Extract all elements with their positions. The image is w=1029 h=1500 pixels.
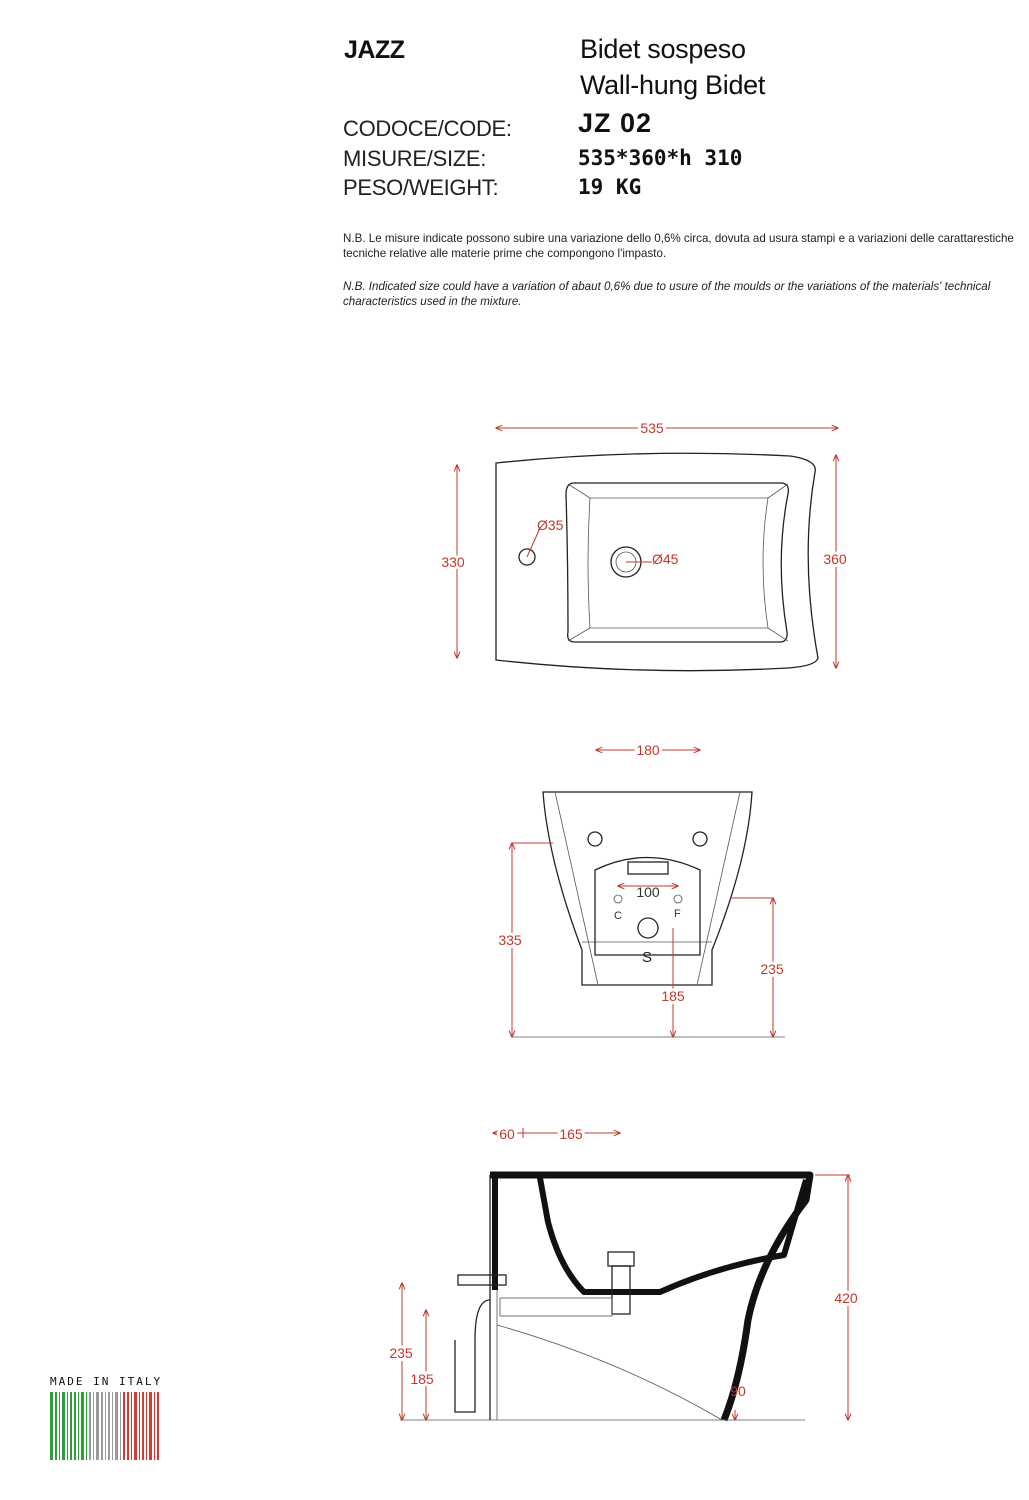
code-value: JZ 02 [578, 108, 653, 138]
weight-value: 19 KG [578, 175, 642, 199]
dim-bottom-offset-label: 90 [730, 1383, 746, 1399]
made-in-italy-label: MADE IN ITALY [50, 1375, 163, 1388]
fixing-hole-right [693, 832, 707, 846]
dim-total-height-label: 420 [834, 1290, 858, 1306]
fixing-hole-left [588, 832, 602, 846]
dim-offset-b-label: 165 [559, 1126, 583, 1142]
barcode-stripe [81, 1392, 84, 1460]
barcode-stripe [149, 1392, 152, 1460]
barcode-stripe [62, 1392, 65, 1460]
barcode-stripe [101, 1392, 103, 1460]
barcode-stripe [123, 1392, 125, 1460]
barcode-stripe [89, 1392, 91, 1460]
barcode-stripe [59, 1392, 60, 1460]
recess-bracket [628, 862, 668, 874]
front-view [498, 742, 785, 1037]
dim-top-width-label: 180 [636, 742, 660, 758]
dim-width-label: 535 [640, 420, 664, 436]
barcode-stripe [74, 1392, 76, 1460]
barcode-stripe [70, 1392, 72, 1460]
hot-inlet [674, 895, 682, 903]
barcode-stripe [55, 1392, 57, 1460]
barcode-stripe [96, 1392, 99, 1460]
barcode-stripe [146, 1392, 147, 1460]
description-english: Wall-hung Bidet [580, 70, 766, 100]
dim-drain-height-side-label: 185 [410, 1371, 434, 1387]
dim-drain-height-label: 185 [661, 988, 685, 1004]
barcode-stripe [86, 1392, 87, 1460]
barcode-stripe [139, 1392, 140, 1460]
dim-height-left-label: 335 [498, 932, 522, 948]
barcode-stripe [127, 1392, 129, 1460]
dim-offset-a-label: 60 [499, 1126, 515, 1142]
barcode-stripe [131, 1392, 132, 1460]
size-value: 535*360*h 310 [578, 146, 743, 170]
external-pipe [455, 1300, 490, 1412]
barcode-stripe [105, 1392, 106, 1460]
barcode-stripe [93, 1392, 94, 1460]
hot-label: F [674, 908, 681, 920]
weight-label: PESO/WEIGHT: [343, 175, 499, 200]
side-base-curve [497, 1325, 722, 1420]
top-view [441, 420, 847, 671]
barcode-stripe [78, 1392, 79, 1460]
drain-label: S [642, 949, 653, 966]
code-label: CODOCE/CODE: [343, 116, 512, 141]
inlet-fitting [458, 1275, 506, 1285]
barcode-stripe [67, 1392, 68, 1460]
tap-hole-label: Ø35 [537, 517, 564, 533]
note-english: N.B. Indicated size could have a variation of abaut 0,6% due to usure of the moulds or the variations of the materials' technical characteristics used in the mixture. [343, 280, 991, 308]
note-italian: N.B. Le misure indicate possono subire una variazione dello 0,6% circa, dovuta ad usura stampi e a variazioni delle carattarestiche tecniche relative alle materie prime che compongono l'impasto. [343, 232, 1014, 260]
barcode-stripe [112, 1392, 113, 1460]
waste-outlet [638, 918, 658, 938]
dim-right-height-label: 360 [823, 551, 847, 567]
model-name: JAZZ [344, 36, 405, 64]
barcode-stripe [115, 1392, 118, 1460]
rear-recess [595, 858, 700, 956]
made-in-italy-barcode [50, 1392, 159, 1460]
dim-height-right-label: 235 [760, 961, 784, 977]
drain-hole-label: Ø45 [652, 551, 679, 567]
cold-inlet [614, 895, 622, 903]
barcode-stripe [157, 1392, 159, 1460]
dim-left-height-label: 330 [441, 554, 465, 570]
waste-pipe [500, 1298, 612, 1316]
waste-top [608, 1252, 634, 1266]
dim-inlet-height-label: 235 [389, 1345, 413, 1361]
size-label: MISURE/SIZE: [343, 146, 487, 171]
barcode-stripe [154, 1392, 155, 1460]
barcode-stripe [50, 1392, 53, 1460]
cold-label: C [614, 910, 622, 922]
barcode-stripe [134, 1392, 137, 1460]
description-italian: Bidet sospeso [580, 34, 746, 64]
valve-spacing-label: 100 [636, 884, 660, 900]
side-body-outline [490, 1175, 810, 1420]
barcode-stripe [120, 1392, 121, 1460]
barcode-stripe [108, 1392, 110, 1460]
side-view [389, 1126, 858, 1420]
barcode-stripe [142, 1392, 144, 1460]
